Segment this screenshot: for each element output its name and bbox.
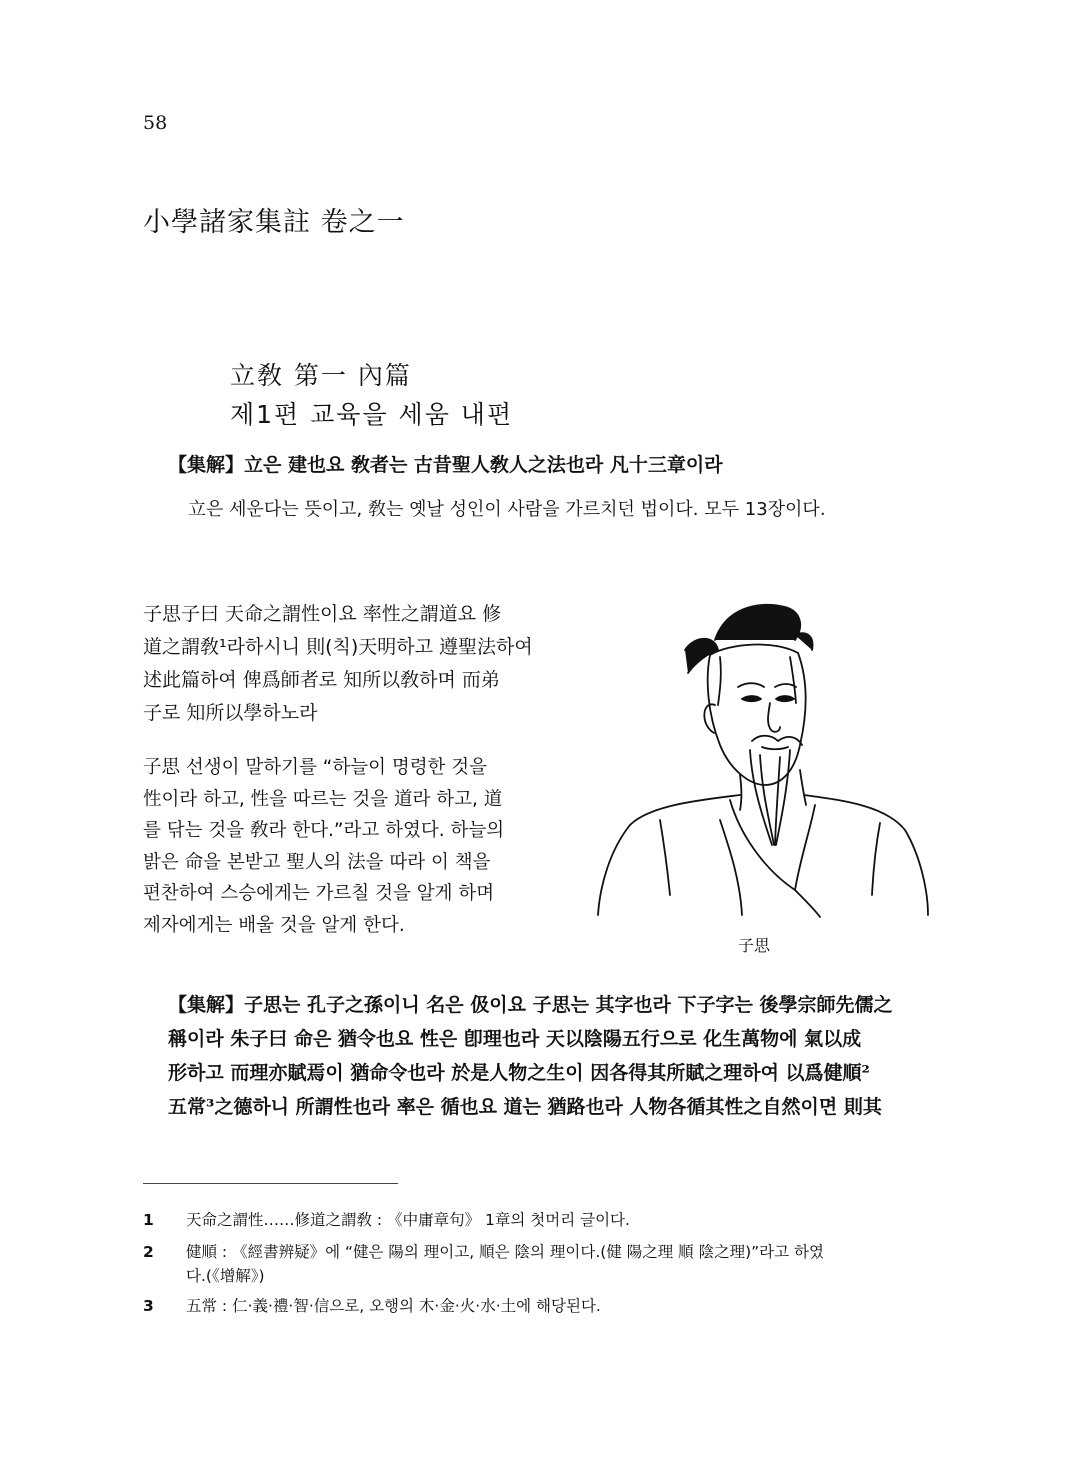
footnote-number: 1 — [143, 1211, 154, 1229]
footnote-text: 天命之謂性……修道之謂敎 : 《中庸章句》 1章의 첫머리 글이다. — [186, 1211, 630, 1229]
footnote-text: 健順 : 《經書辨疑》에 “健은 陽의 理이고, 順은 陰의 理이다.(健 陽之理 順 陰之理)”라고 하였 다.(《增解》) — [186, 1243, 825, 1285]
footnote-number: 3 — [143, 1297, 154, 1315]
footnote-number: 2 — [143, 1243, 154, 1261]
book-title: 小學諸家集註 卷之一 — [143, 207, 405, 238]
intro-translation: 立은 세운다는 뜻이고, 敎는 옛날 성인이 사람을 가르치던 법이다. 모두 13장이다. — [188, 499, 826, 520]
page-number: 58 — [143, 112, 168, 134]
footnote-divider — [143, 1183, 398, 1184]
section-title-hanja: 立敎 第一 內篇 — [230, 361, 412, 390]
commentary-text: 【集解】子思는 孔子之孫이니 名은 伋이요 子思는 其字也라 下子字는 後學宗師先儒之 稱이라 朱子曰 命은 猶令也요 性은 卽理也라 天以陰陽五行으로 化生萬物에 氣以成 形하고 而理亦賦焉이 猶命令也라 於是人物之生이 因各得其所賦之理하여 以爲健順² 五常³之德하니 所謂性也라 率은 循也요 道는 猶路也라 人物各循其性之自然이면 則其 — [168, 994, 893, 1118]
section-title-korean: 제1편 교육을 세움 내편 — [230, 400, 514, 429]
portrait-illustration — [590, 595, 930, 920]
intro-commentary: 【集解】立은 建也요 敎者는 古昔聖人敎人之法也라 凡十三章이라 — [168, 454, 723, 476]
footnote-text: 五常 : 仁·義·禮·智·信으로, 오행의 木·金·火·水·土에 해당된다. — [186, 1297, 601, 1315]
main-text: 子思子曰 天命之謂性이요 率性之謂道요 修 道之謂敎¹라하시니 則(칙)天明하고 遵聖法하여 述此篇하여 俾爲師者로 知所以敎하며 而弟 子로 知所以學하노라 — [143, 603, 533, 724]
main-translation: 子思 선생이 말하기를 “하늘이 명령한 것을 性이라 하고, 性을 따르는 것을 道라 하고, 道 를 닦는 것을 敎라 한다.”라고 하였다. 하늘의 밝은 命을 본받고 聖人의 法을 따라 이 책을 편찬하여 스승에게는 가르칠 것을 알게 하며 제자에게는 배울 것을 알게 한다. — [143, 757, 505, 936]
portrait-caption: 子思 — [738, 936, 771, 955]
